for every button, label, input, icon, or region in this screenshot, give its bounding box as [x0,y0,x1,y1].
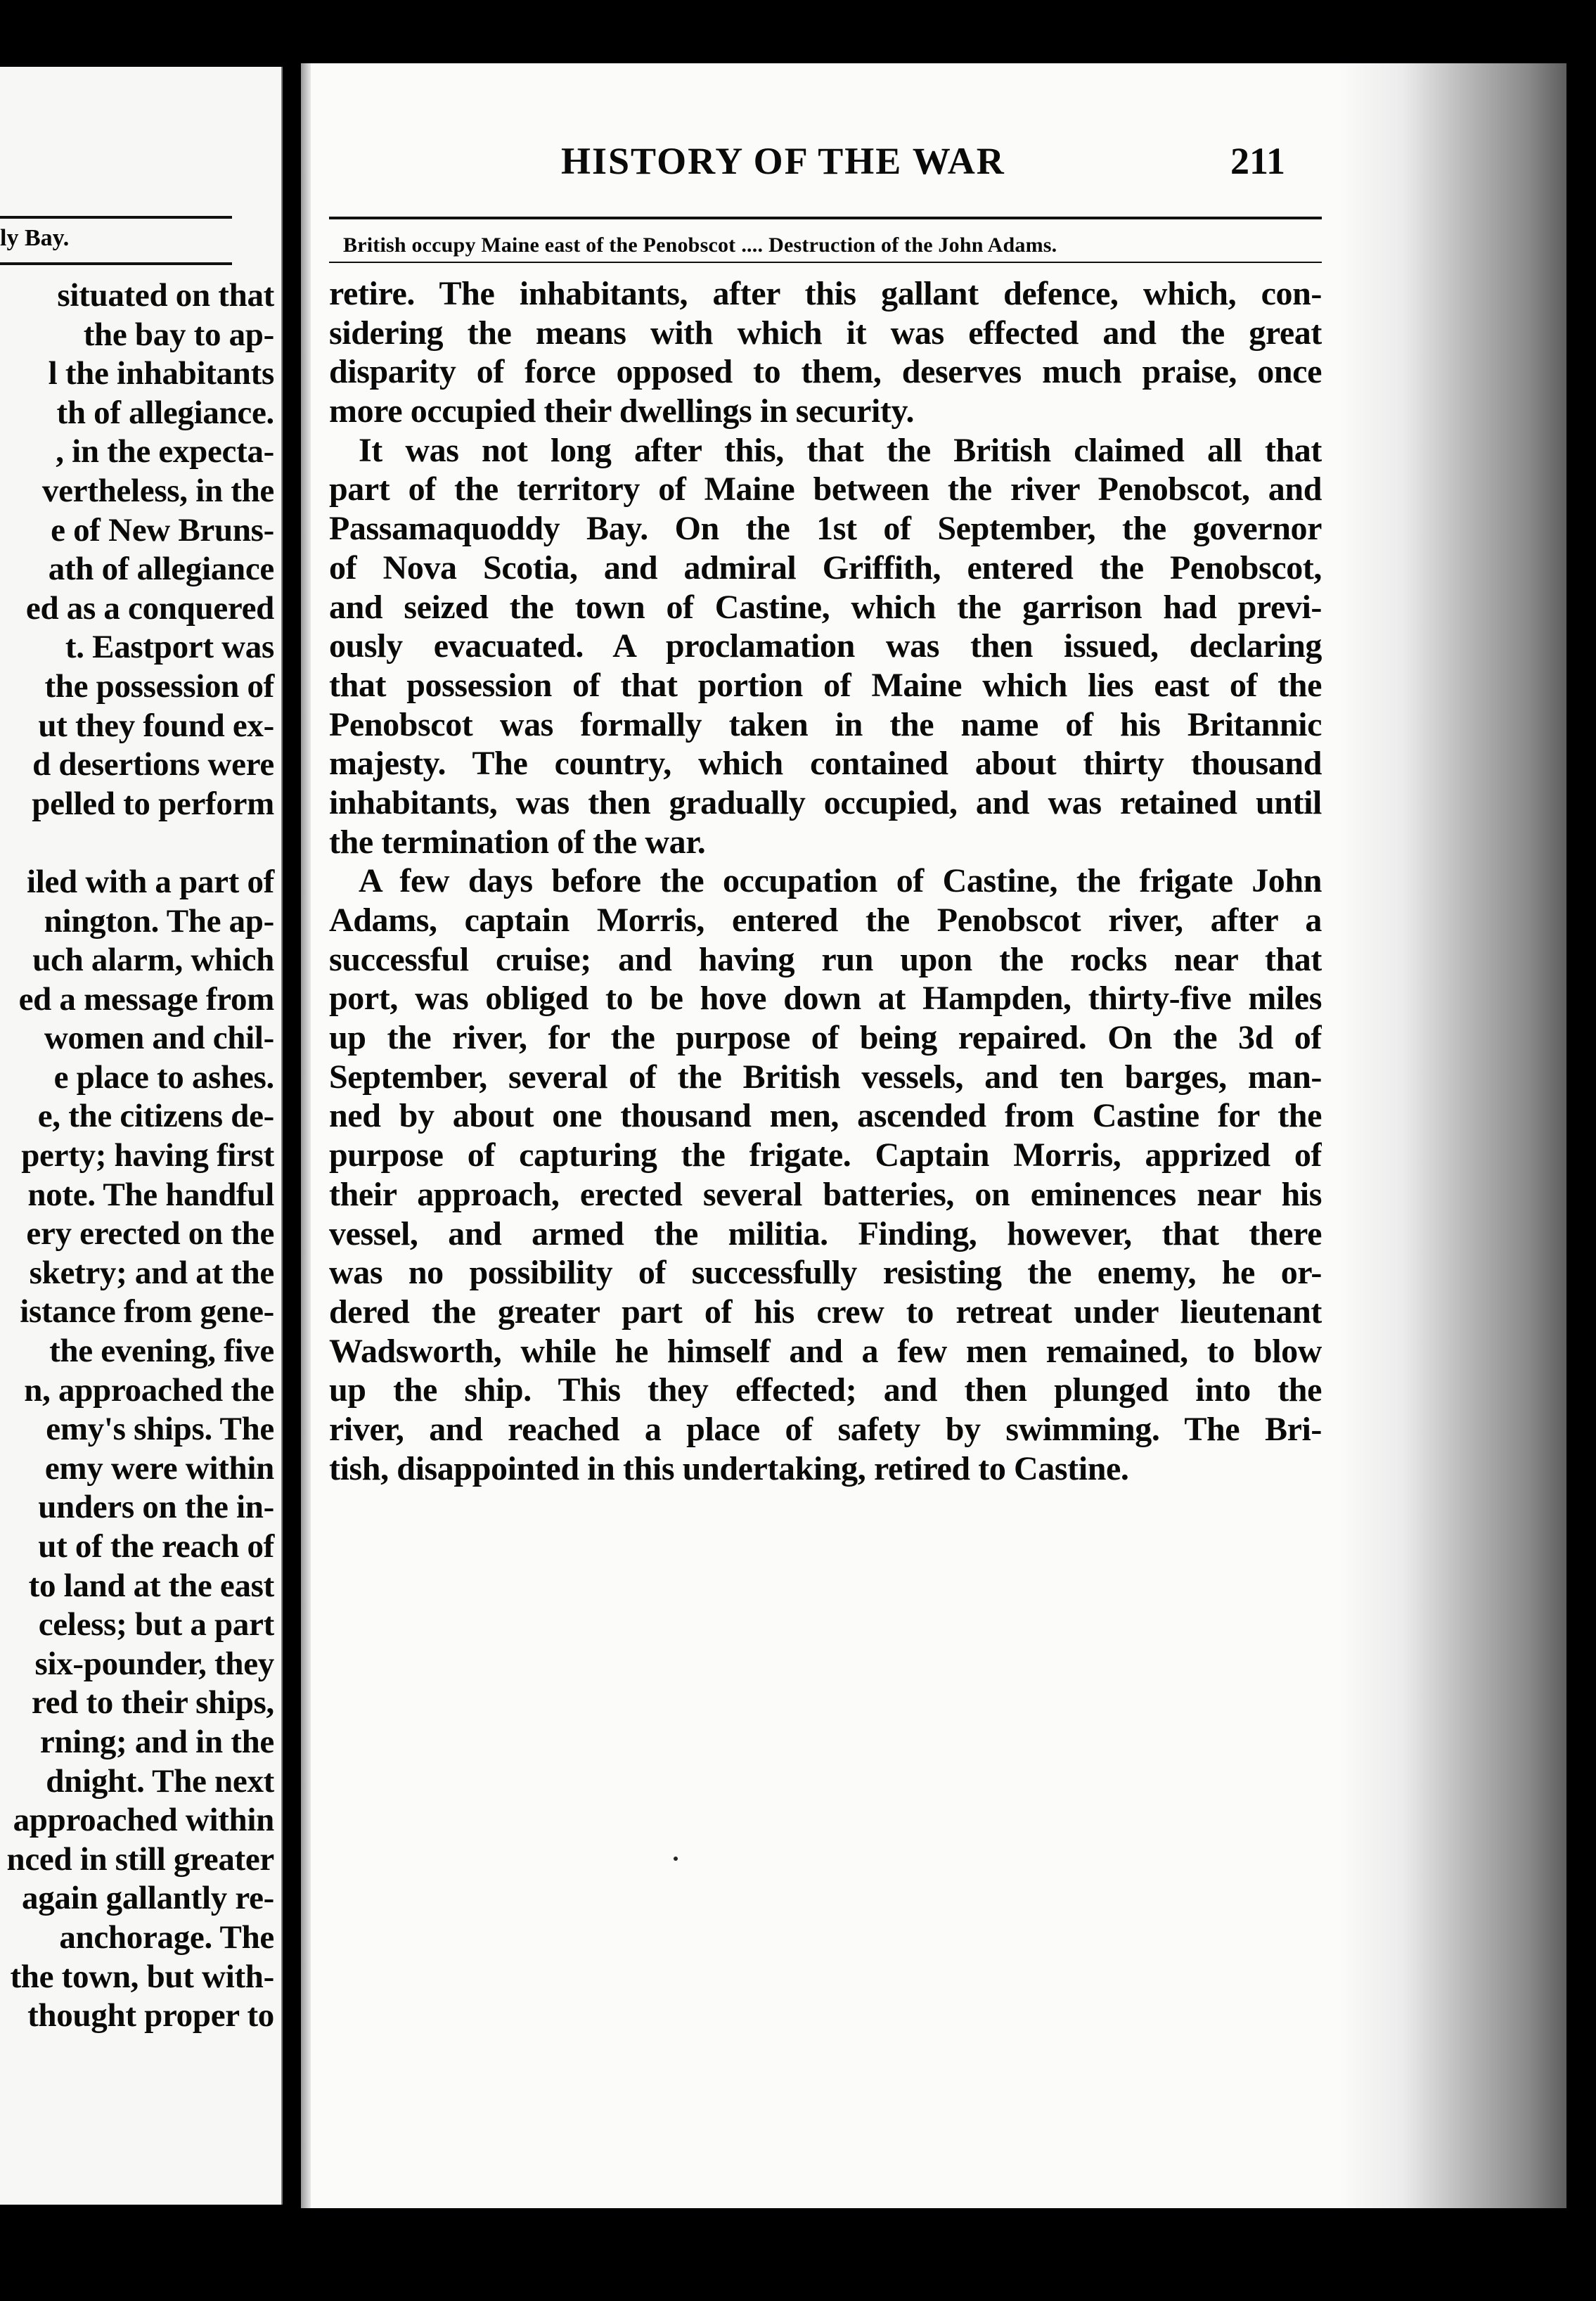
left-text-line: sketry; and at the [29,1254,274,1291]
text-line: purpose of capturing the frigate. Captain Morris, apprized of [329,1136,1322,1174]
left-text-line: e of New Bruns- [51,511,274,549]
left-text-line: rning; and in the [39,1723,274,1760]
left-text-line [0,823,274,863]
header-rule-top [329,217,1322,219]
subheading-separator: .... [741,233,764,257]
left-header-rule-top [0,216,232,219]
left-text-line: note. The handful [27,1176,274,1213]
left-text-line: nington. The ap- [44,902,274,940]
left-text-line: approached within [13,1802,274,1839]
left-text-line: , in the expecta- [56,433,274,470]
text-line: that possession of that portion of Maine which lies east of the [329,666,1322,704]
subheading-right: Destruction of the John Adams. [768,233,1057,257]
subheading-left: British occupy Maine east of the Penobscot [343,233,736,257]
text-line: Penobscot was formally taken in the name of his Britannic [329,705,1322,743]
left-text-line: the possession of [44,667,274,705]
left-text-line: emy's ships. The [46,1411,274,1448]
text-line: up the river, for the purpose of being repaired. On the 3d of [329,1019,1322,1057]
left-text-line: ery erected on the [26,1215,274,1252]
left-text-line: t. Eastport was [65,629,274,666]
left-text-line: e place to ashes. [53,1058,274,1096]
text-line: more occupied their dwellings in security. [329,392,915,430]
left-text-line: e, the citizens de- [37,1098,274,1135]
left-text-line: dnight. The next [46,1762,274,1800]
left-text-line: unders on the in- [38,1489,274,1526]
text-line: part of the territory of Maine between the river Penobscot, and [329,470,1322,508]
text-line: successful cruise; and having run upon the rocks near that [329,940,1322,978]
left-text-line: the bay to ap- [83,316,274,353]
text-line: vessel, and armed the militia. Finding, however, that there [329,1214,1322,1252]
left-text-line: ut of the reach of [38,1528,274,1565]
text-line: the termination of the war. [329,823,706,861]
left-text-line: anchorage. The [59,1918,274,1956]
text-line: disparity of force opposed to them, deserves much praise, once [329,353,1322,391]
body-text [329,274,1322,1488]
text-line: tish, disappointed in this undertaking, retired to Castine. [329,1449,1129,1487]
left-text-block [0,276,274,2036]
left-text-line: uch alarm, which [32,942,274,979]
left-text-line: six-pounder, they [34,1645,274,1682]
left-text-line: ed as a conquered [25,589,274,627]
text-line: retire. The inhabitants, after this gallant defence, which, con- [329,275,1322,312]
text-line: was no possibility of successfully resisting the enemy, he or- [329,1254,1322,1292]
left-header-rule-bottom [0,262,232,265]
text-line: Wadsworth, while he himself and a few men remained, to blow [329,1332,1322,1370]
left-text-line: istance from gene- [20,1293,274,1331]
book-page [301,63,1566,2208]
text-line: inhabitants, was then gradually occupied, and was retained until [329,783,1322,821]
left-text-line: emy were within [44,1449,274,1487]
left-text-line: th of allegiance. [56,394,274,431]
left-text-line: vertheless, in the [41,472,274,509]
left-text-line: situated on that [57,277,274,314]
text-line: of Nova Scotia, and admiral Griffith, entered the Penobscot, [329,549,1322,587]
left-text-line: to land at the east [28,1567,274,1604]
left-text-line: ut they found ex- [38,707,274,744]
left-text-line: red to their ships, [31,1684,274,1722]
text-line: ned by about one thousand men, ascended from Castine for the [329,1097,1322,1135]
text-line: dered the greater part of his crew to retreat under lieutenant [329,1293,1322,1331]
left-text-line: d desertions were [32,746,274,783]
left-text-line: the evening, five [49,1333,274,1370]
header-rule-bottom [329,262,1322,263]
left-text-line: perty; having first [21,1137,274,1174]
left-text-line: nced in still greater [6,1840,274,1878]
left-text-line: women and chil- [44,1020,274,1057]
text-line: up the ship. This they effected; and then plunged into the [329,1371,1322,1409]
text-line: A few days before the occupation of Castine, the frigate John [359,862,1322,900]
page-number: 211 [1230,140,1286,182]
left-text-line: thought proper to [27,1997,274,2034]
left-text-line: celess; but a part [38,1606,274,1643]
text-line: Adams, captain Morris, entered the Penobscot river, after a [329,902,1322,939]
left-text-line: n, approached the [24,1371,274,1409]
left-text-line: the town, but with- [10,1958,274,1995]
left-text-line: again gallantly re- [22,1880,274,1917]
left-running-subhead: ly Bay. [0,225,70,251]
print-speck [674,1857,678,1861]
left-text-line: ed a message from [18,980,274,1018]
text-line: ously evacuated. A proclamation was then issued, declaring [329,627,1322,665]
left-text-line: ath of allegiance [48,551,274,588]
text-line: port, was obliged to be hove down at Hampden, thirty-five miles [329,980,1322,1018]
text-line: Passamaquoddy Bay. On the 1st of September, the governor [329,510,1322,548]
previous-page-fragment [0,67,283,2205]
text-line: river, and reached a place of safety by swimming. The Bri- [329,1410,1322,1448]
left-text-line: iled with a part of [26,863,274,900]
text-line: sidering the means with which it was effected and the great [329,314,1322,352]
text-line: September, several of the British vessels, and ten barges, man- [329,1058,1322,1096]
text-line: and seized the town of Castine, which the garrison had previ- [329,588,1322,626]
text-line: It was not long after this, that the British claimed all that [359,431,1322,469]
text-line: majesty. The country, which contained about thirty thousand [329,745,1322,783]
page-subheading [343,233,1313,257]
running-head: HISTORY OF THE WAR [561,140,1005,182]
text-line: their approach, erected several batteries, on eminences near his [329,1175,1322,1213]
left-text-line: l the inhabitants [48,355,274,392]
left-text-line: pelled to perform [32,785,274,822]
